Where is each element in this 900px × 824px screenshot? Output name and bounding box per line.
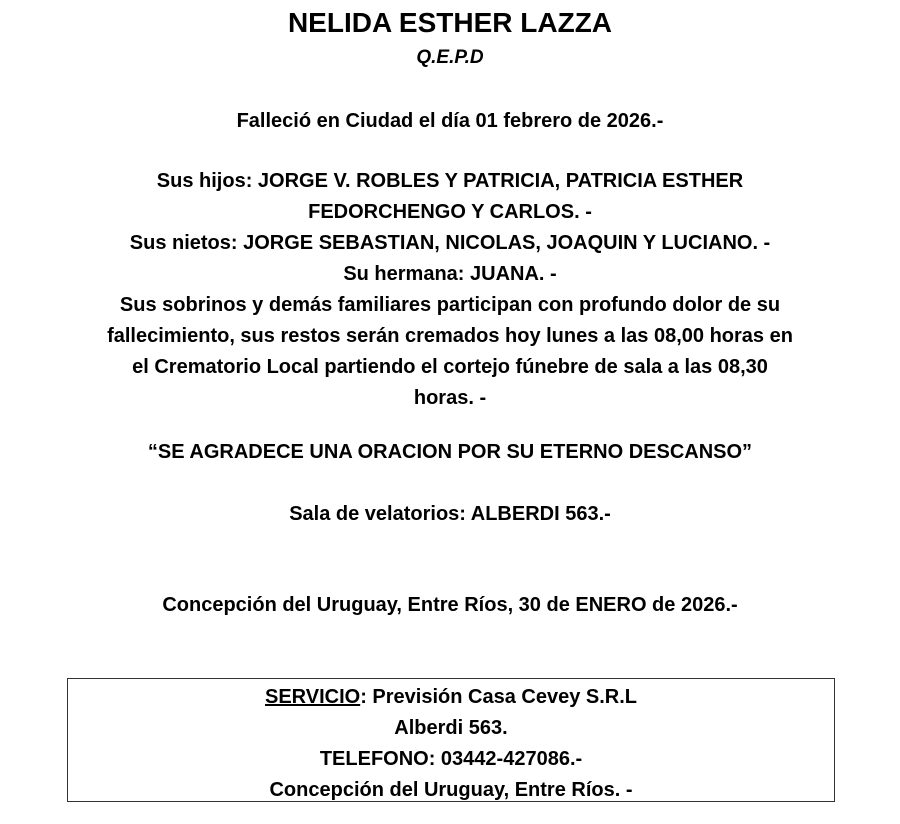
notice-line: FEDORCHENGO Y CARLOS. - xyxy=(308,201,592,223)
deceased-name: NELIDA ESTHER LAZZA xyxy=(287,7,613,38)
service-box xyxy=(67,678,835,802)
service-address: Alberdi 563. xyxy=(394,717,508,739)
notice-line: horas. - xyxy=(413,387,487,409)
notice-line: Sus nietos: JORGE SEBASTIAN, NICOLAS, JOAQUIN Y LUCIANO. - xyxy=(129,232,771,254)
service-provider-line xyxy=(68,682,834,713)
city-date: Concepción del Uruguay, Entre Ríos, 30 de ENERO de 2026.- xyxy=(162,594,738,616)
funeral-hall: Sala de velatorios: ALBERDI 563.- xyxy=(289,503,611,525)
notice-line: Sus sobrinos y demás familiares participan con profundo dolor de su xyxy=(119,294,781,316)
prayer-request: “SE AGRADECE UNA ORACION POR SU ETERNO DESCANSO” xyxy=(147,441,753,463)
notice-line: Su hermana: JUANA. - xyxy=(343,263,557,285)
family-notice xyxy=(60,166,840,414)
service-phone: TELEFONO: 03442-427086.- xyxy=(319,748,583,770)
notice-line: el Crematorio Local partiendo el cortejo fúnebre de sala a las 08,30 xyxy=(132,356,768,378)
service-label: SERVICIO xyxy=(264,686,361,708)
notice-line: fallecimiento, sus restos serán cremados hoy lunes a las 08,00 horas en xyxy=(107,325,793,347)
notice-line: Sus hijos: JORGE V. ROBLES Y PATRICIA, PATRICIA ESTHER xyxy=(156,170,744,192)
death-notice: Falleció en Ciudad el día 01 febrero de 2026.- xyxy=(236,110,664,132)
service-provider: : Previsión Casa Cevey S.R.L xyxy=(360,686,637,708)
qepd-subtitle: Q.E.P.D xyxy=(416,47,484,68)
service-city: Concepción del Uruguay, Entre Ríos. - xyxy=(269,779,633,801)
